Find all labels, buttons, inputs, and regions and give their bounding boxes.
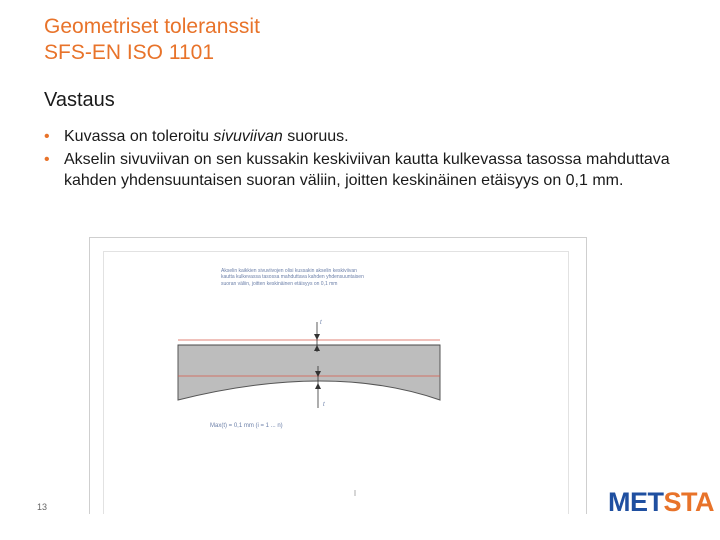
shaft-body (178, 345, 440, 400)
title-line-2: SFS-EN ISO 1101 (44, 41, 215, 64)
tolerance-label-upper: t (320, 320, 322, 326)
page-number: 13 (37, 502, 48, 512)
bullet-emphasis: sivuviivan (213, 128, 283, 145)
figure-note: Akselin kaikkien sivuviivojen olisi kussakin akselin keskiviivan kautta kulkevassa tasossa mahduttava kahden yhdensuuntaisen suoran väliin, joitten keskinäinen etäisyys on 0,1 mm (221, 268, 364, 287)
logo-part-1: MET (608, 487, 664, 517)
upper-dimension-arrow-icon (314, 334, 320, 340)
logo-part-2: STA (663, 487, 714, 517)
bullet-dot-icon: • (44, 151, 50, 168)
section-heading: Vastaus (44, 89, 115, 111)
bullet-text: Akselin sivuviivan on sen kussakin keskiviivan kautta kulkevassa tasossa mahduttava kahden yhdensuuntaisen suoran väliin, joitten keskinäinen etäisyys on 0,1 mm. (64, 151, 670, 189)
metsta-logo (608, 487, 714, 518)
title-line-1: Geometriset toleranssit (44, 15, 260, 38)
bullet-text-before: Kuvassa on toleroitu (64, 128, 214, 145)
lower-dimension-arrow-up-icon (315, 383, 321, 389)
bullet-text-after: suoruus. (282, 128, 349, 145)
figure-formula: Max(t) = 0,1 mm (i = 1 ... n) (210, 423, 283, 429)
tolerance-label-lower: t (323, 402, 325, 408)
bullet-dot-icon: • (44, 128, 50, 145)
